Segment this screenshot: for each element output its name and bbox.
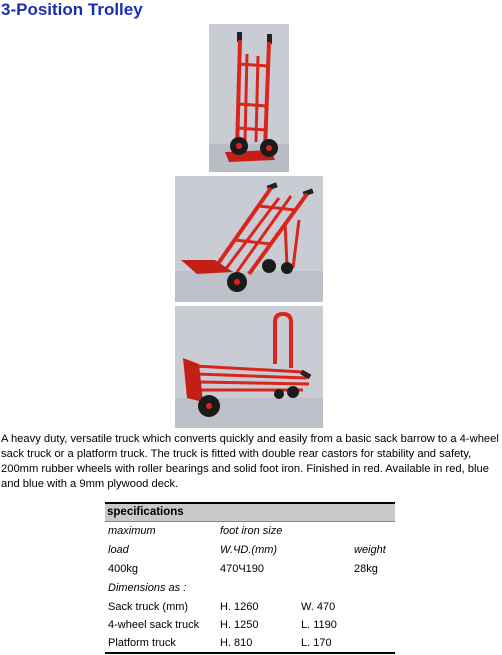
max-load-label-2: load bbox=[108, 544, 129, 556]
product-photo-4-wheel bbox=[175, 176, 323, 302]
row-name-platform: Platform truck bbox=[108, 637, 176, 649]
weight-value: 28kg bbox=[354, 563, 378, 575]
row-height-platform: H. 810 bbox=[220, 637, 253, 649]
spec-header: specifications bbox=[105, 502, 395, 522]
row-dim-platform: L. 170 bbox=[301, 637, 332, 649]
foot-iron-label-1: foot iron size bbox=[220, 525, 283, 537]
trolley-upright-image bbox=[209, 24, 289, 172]
weight-label: weight bbox=[354, 544, 386, 556]
row-dim-4wheel: L. 1190 bbox=[301, 619, 337, 631]
row-name-sack: Sack truck (mm) bbox=[108, 601, 189, 613]
product-photo-sack-truck bbox=[209, 24, 289, 172]
row-height-sack: H. 1260 bbox=[220, 601, 259, 613]
max-load-value: 400kg bbox=[108, 563, 138, 575]
row-dim-sack: W. 470 bbox=[301, 601, 336, 613]
foot-iron-label-2: W.ЧD.(mm) bbox=[220, 544, 278, 556]
product-photo-platform bbox=[175, 306, 323, 428]
trolley-platform-image bbox=[175, 306, 323, 428]
dimensions-label: Dimensions as : bbox=[108, 582, 187, 594]
max-load-label-1: maximum bbox=[108, 525, 156, 537]
row-name-4wheel: 4-wheel sack truck bbox=[108, 619, 200, 631]
spec-body bbox=[105, 522, 395, 654]
row-height-4wheel: H. 1250 bbox=[220, 619, 259, 631]
specifications-table bbox=[105, 502, 395, 654]
trolley-4-wheel-image bbox=[175, 176, 323, 302]
page-title: 3-Position Trolley bbox=[1, 0, 143, 19]
foot-iron-value: 470Ч190 bbox=[220, 563, 265, 575]
product-description: A heavy duty, versatile truck which converts quickly and easily from a basic sack barrow to a 4-wheel sack truck or a platform truck. The truck is fitted with double rear castors for stability and safety, 200mm rubber wheels with roller bearings and solid foot iron. Finished in red. Available in red, blue and blue with a 9mm plywood deck. bbox=[1, 433, 499, 490]
